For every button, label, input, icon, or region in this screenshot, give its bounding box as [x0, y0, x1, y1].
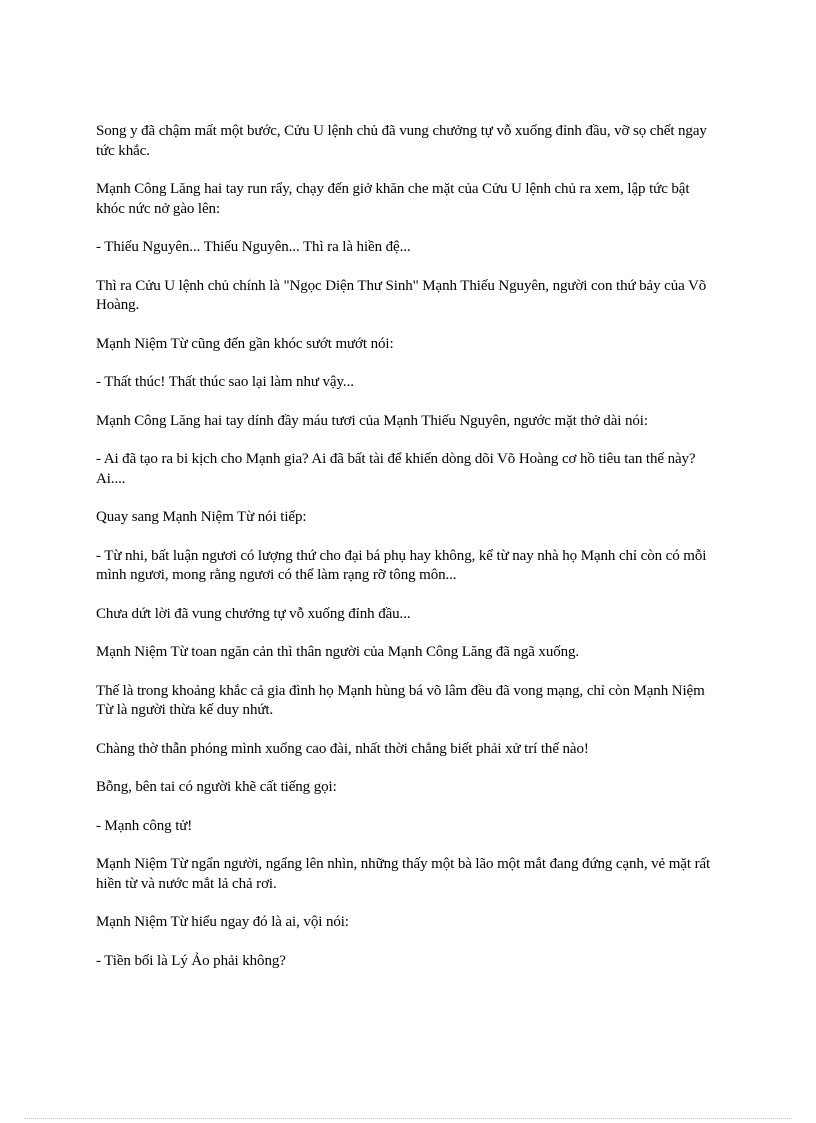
paragraph-13: Thế là trong khoảng khắc cả gia đình họ Mạnh hùng bá võ lâm đều đã vong mạng, chỉ còn Mạnh Niệm Từ là người thừa kế duy nhứt. [96, 682, 705, 718]
paragraph-4: Thì ra Cửu U lệnh chủ chính là "Ngọc Diện Thư Sinh" Mạnh Thiếu Nguyên, người con thứ bảy của Võ Hoàng. [96, 277, 707, 313]
paragraph-12: Mạnh Niệm Từ toan ngăn cản thì thân người của Mạnh Công Lăng đã ngã xuống. [96, 644, 580, 660]
paragraph-3: - Thiếu Nguyên... Thiếu Nguyên... Thì ra là hiền đệ... [96, 239, 411, 255]
paragraph-5: Mạnh Niệm Từ cũng đến gần khóc sướt mướt nói: [96, 335, 394, 352]
paragraph-1: Song y đã chậm mất một bước, Cửu U lệnh chủ đã vung chưởng tự vỗ xuống đỉnh đầu, vỡ sọ chết ngay tức khắc. [96, 123, 707, 159]
paragraph-2: Mạnh Công Lăng hai tay run rẩy, chạy đến giở khăn che mặt của Cửu U lệnh chủ ra xem, lập tức bật khóc nức nở gào lên: [96, 181, 690, 217]
paragraph-17: Mạnh Niệm Từ ngẩn người, ngẩng lên nhìn, những thấy một bà lão một mắt đang đứng cạnh, vẻ mặt rất hiền từ và nước mắt lả chả rơi. [96, 856, 711, 892]
paragraph-8: - Ai đã tạo ra bi kịch cho Mạnh gia? Ai đã bất tài để khiến dòng dõi Võ Hoàng cơ hồ tiêu tan thế này? Ai.... [96, 451, 696, 487]
paragraph-11: Chưa dứt lời đã vung chưởng tự vỗ xuống đỉnh đầu... [96, 605, 411, 622]
paragraph-14: Chàng thờ thẫn phóng mình xuống cao đài, nhất thời chẳng biết phải xử trí thế nào! [96, 740, 589, 757]
paragraph-6: - Thất thúc! Thất thúc sao lại làm như vậy... [96, 374, 354, 390]
paragraph-16: - Mạnh công tử! [96, 817, 193, 834]
paragraph-18: Mạnh Niệm Từ hiểu ngay đó là ai, vội nói: [96, 914, 349, 930]
paragraph-7: Mạnh Công Lăng hai tay dính đầy máu tươi của Mạnh Thiếu Nguyên, ngước mặt thở dài nói: [96, 412, 648, 429]
paragraph-10: - Từ nhi, bất luận ngươi có lượng thứ cho đại bá phụ hay không, kể từ nay nhà họ Mạnh chỉ còn có mỗi mình ngươi, mong rằng ngươi có thể làm rạng rỡ tông môn... [96, 547, 707, 583]
paragraph-9: Quay sang Mạnh Niệm Từ nói tiếp: [96, 509, 307, 525]
paragraph-19: - Tiền bối là Lý Ảo phải không? [96, 952, 286, 969]
page-bottom-divider [24, 1118, 792, 1119]
paragraph-15: Bỗng, bên tai có người khẽ cất tiếng gọi: [96, 779, 337, 795]
document-page [96, 122, 720, 990]
